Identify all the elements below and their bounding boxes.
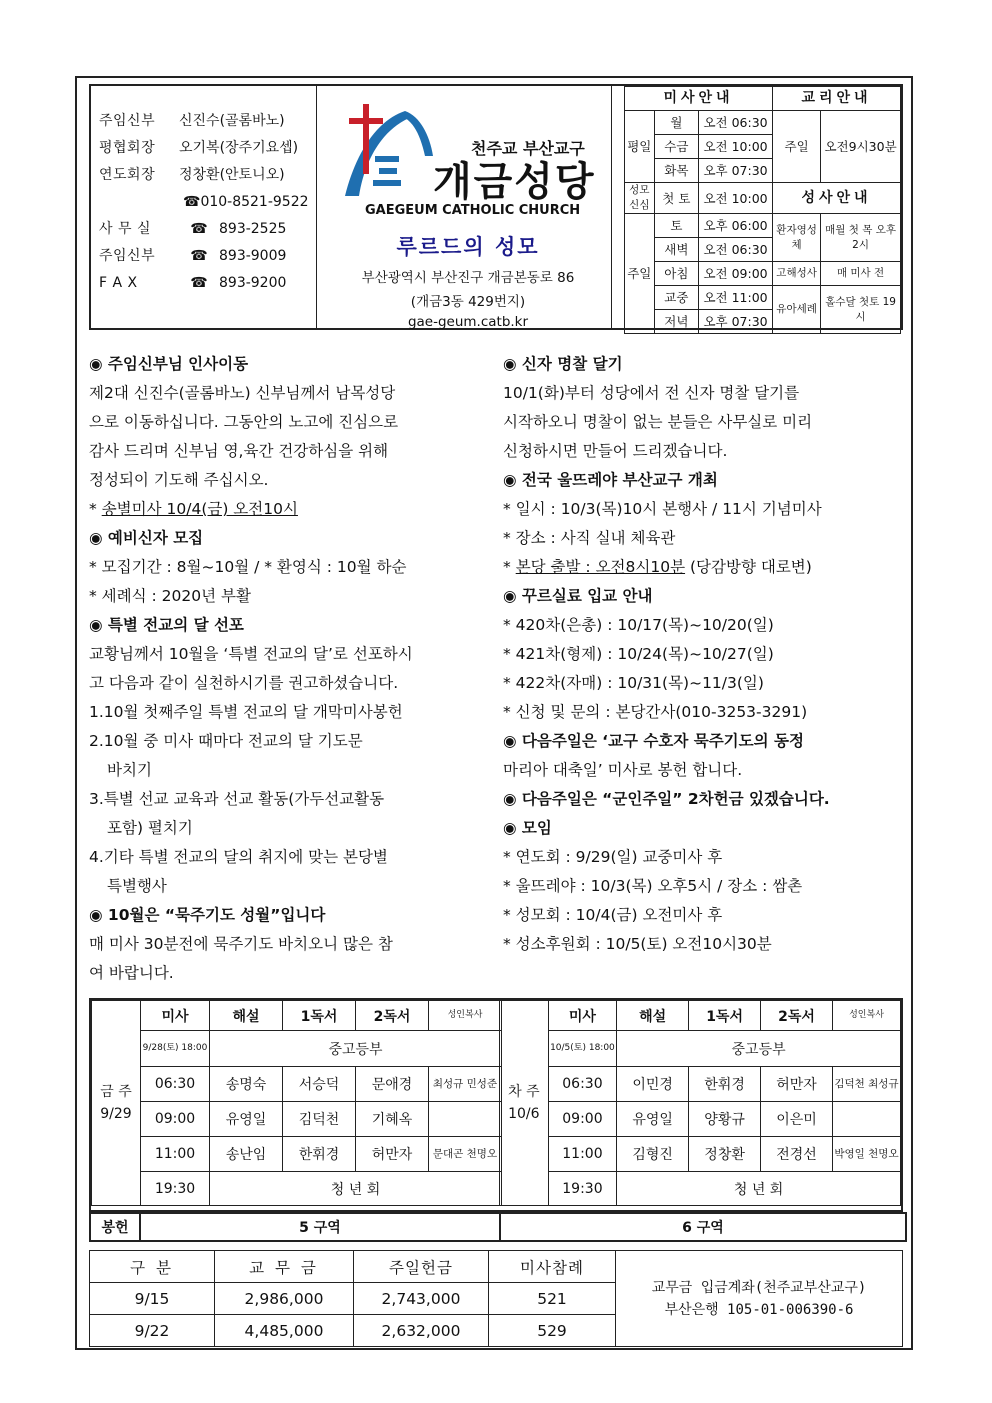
- mobile-number: ☎010-8521-9522: [183, 194, 309, 210]
- notice-text: (당감방향 대로변): [685, 558, 812, 576]
- reader1: 김덕천: [283, 1102, 356, 1137]
- finance-header: 교 무 금: [215, 1251, 354, 1283]
- notice-text: 10/1(화)부터 성당에서 전 신자 명찰 달기를: [503, 384, 800, 402]
- bullet: *: [89, 500, 102, 518]
- notice-title: ◉ 다음주일은 ‘교구 수호자 묵주기도의 동정: [503, 732, 804, 750]
- weekday-time: 오전 06:30: [699, 111, 773, 135]
- mass-time: 06:30: [548, 1067, 617, 1102]
- pastor-label: 주임신부: [99, 113, 156, 129]
- notice-text: * 장소 : 사직 실내 체육관: [503, 529, 676, 547]
- commentator: 이민경: [617, 1067, 689, 1102]
- sacrament-label: 유아세례: [773, 286, 821, 334]
- next-week-label: [500, 1001, 549, 1206]
- notice-text: * 신청 및 문의 : 본당간사(010-3253-3291): [503, 703, 808, 721]
- elders-label: 연도회장: [99, 167, 156, 183]
- notice-title: ◉ 주임신부님 인사이동: [89, 355, 249, 373]
- eve-mass-time: 19:30: [141, 1172, 210, 1206]
- doctrine-title: 교리안내: [773, 87, 901, 111]
- finance-table: [89, 1250, 903, 1347]
- mass-time: 09:00: [141, 1102, 210, 1137]
- sat-mass-time: 10/5(토) 18:00: [548, 1031, 617, 1067]
- col-header-commentary: 해설: [617, 1001, 689, 1031]
- council-name: 오기복(장주기요셉): [179, 140, 299, 156]
- doctrine-day: 주일: [773, 111, 821, 183]
- col-header-mass: 미사: [141, 1001, 210, 1031]
- next-week-schedule: [499, 1000, 901, 1206]
- finance-offering: 2,632,000: [354, 1315, 489, 1347]
- contact-info: [99, 108, 309, 297]
- notice-title: ◉ 전국 울뜨레야 부산교구 개최: [503, 471, 718, 489]
- notice-text: * 일시 : 10/3(목)10시 본행사 / 11시 기념미사: [503, 500, 822, 518]
- reader2: 전경선: [761, 1137, 833, 1172]
- reader1: 양황규: [689, 1102, 761, 1137]
- notice-text: * 422차(자매) : 10/31(목)~11/3(일): [503, 674, 764, 692]
- this-week-label-text: 금 주 9/29: [100, 1084, 132, 1122]
- notice-text: * 성모회 : 10/4(금) 오전미사 후: [503, 906, 723, 924]
- sat-mass-group: 중고등부: [617, 1031, 901, 1067]
- notice-text: 감사 드리며 신부님 영,육간 건강하심을 위해: [89, 442, 389, 460]
- account-line1: 교무금 입금계좌(천주교부산교구): [651, 1279, 867, 1296]
- notice-text: * 성소후원회 : 10/5(토) 오전10시30분: [503, 935, 772, 953]
- notice-text: * 모집기간 : 8월~10월 / * 환영식 : 10월 하순: [89, 558, 407, 576]
- altar-servers: [429, 1102, 502, 1137]
- sunday-mass-time: 오전 06:30: [699, 238, 773, 262]
- altar-servers: [833, 1102, 901, 1137]
- mass-time: 06:30: [141, 1067, 210, 1102]
- eve-mass-time: 19:30: [548, 1172, 617, 1206]
- notice-text: 매 미사 30분전에 묵주기도 바치오니 많은 참: [89, 935, 393, 953]
- church-logo-block: [321, 86, 615, 332]
- notices-left-column: [89, 350, 499, 988]
- offering-label: 봉헌: [90, 1213, 140, 1241]
- mass-schedule-table: [624, 86, 901, 334]
- sacrament-title: 성사안내: [773, 183, 901, 214]
- notice-title: ◉ 특별 전교의 달 선포: [89, 616, 244, 634]
- sacrament-time: 매 미사 전: [821, 262, 901, 286]
- sunday-mass-name: 교중: [654, 286, 698, 310]
- council-label: 평협회장: [99, 140, 156, 156]
- reader2: 허만자: [356, 1137, 429, 1172]
- notice-text: * 420차(은총) : 10/17(목)~10/20(일): [503, 616, 774, 634]
- col-header-reading1: 1독서: [283, 1001, 356, 1031]
- notice-text: 고 다음과 같이 실천하시기를 권고하셨습니다.: [89, 674, 399, 692]
- sunday-mass-time: 오후 07:30: [699, 310, 773, 334]
- notice-text: 3.특별 선교 교육과 선교 활동(가두선교활동: [89, 790, 385, 808]
- mass-time: 09:00: [548, 1102, 617, 1137]
- sacrament-label: 고해성사: [773, 262, 821, 286]
- sacrament-time: 매월 첫 목 오후 2시: [821, 214, 901, 262]
- notice-text: 정성되이 기도해 주십시오.: [89, 471, 269, 489]
- church-name: 개금성당: [433, 159, 596, 205]
- notice-item: [89, 495, 499, 524]
- finance-tithe: 2,986,000: [215, 1283, 354, 1315]
- bulletin-page: [75, 76, 913, 1350]
- reader2: 기혜옥: [356, 1102, 429, 1137]
- sunday-mass-name: 저녁: [654, 310, 698, 334]
- offering-next-week: 6 구역: [500, 1213, 906, 1241]
- eve-mass-group: 청 년 회: [210, 1172, 502, 1206]
- sunday-mass-time: 오후 06:00: [699, 214, 773, 238]
- notice-title: ◉ 꾸르실료 입교 안내: [503, 587, 653, 605]
- next-week-label-text: 차 주 10/6: [508, 1084, 540, 1122]
- altar-servers: 박영일 천명오: [833, 1137, 901, 1172]
- notice-text: 교황님께서 10월을 ‘특별 전교의 달’로 선포하시: [89, 645, 413, 663]
- finance-header: 구 분: [90, 1251, 215, 1283]
- sunday-mass-name: 새벽: [654, 238, 698, 262]
- sat-mass-time: 9/28(토) 18:00: [141, 1031, 210, 1067]
- pastor-name: 신진수(골롬바노): [179, 113, 285, 129]
- finance-attendance: 529: [489, 1315, 616, 1347]
- weekday-day: 수금: [654, 135, 698, 159]
- reader1: 정창환: [689, 1137, 761, 1172]
- sunday-label: 주일: [625, 214, 655, 334]
- doctrine-time: 오전9시30분: [821, 111, 901, 183]
- notice-text: 포함) 펼치기: [107, 819, 193, 837]
- account-info: [616, 1251, 903, 1347]
- notice-text: 4.기타 특별 전교의 달의 취지에 맞는 본당별: [89, 848, 388, 866]
- mass-title: 미사안내: [625, 87, 773, 111]
- sat-mass-group: 중고등부: [210, 1031, 502, 1067]
- notice-text: 제2대 신진수(골롬바노) 신부님께서 남목성당: [89, 384, 396, 402]
- finance-offering: 2,743,000: [354, 1283, 489, 1315]
- reader1: 한휘경: [283, 1137, 356, 1172]
- reader2: 이은미: [761, 1102, 833, 1137]
- notice-text: 2.10월 중 미사 때마다 전교의 달 기도문: [89, 732, 363, 750]
- notice-item: [503, 553, 923, 582]
- finance-header: 미사참례: [489, 1251, 616, 1283]
- col-header-commentary: 해설: [210, 1001, 283, 1031]
- finance-week: 9/22: [90, 1315, 215, 1347]
- notice-text: * 연도회 : 9/29(일) 교중미사 후: [503, 848, 723, 866]
- notice-text: 여 바랍니다.: [89, 964, 174, 982]
- notice-text: 시작하오니 명찰이 없는 분들은 사무실로 미리: [503, 413, 813, 431]
- weekday-time: 오전 10:00: [699, 135, 773, 159]
- notices-right-column: [503, 350, 923, 959]
- notice-text: * 울뜨레야 : 10/3(목) 오후5시 / 장소 : 쌈촌: [503, 877, 803, 895]
- reader1: 한휘경: [689, 1067, 761, 1102]
- office-label: 사 무 실: [99, 221, 151, 237]
- address-line1: 부산광역시 부산진구 개금본동로 86: [361, 270, 575, 286]
- notice-text: 마리아 대축일’ 미사로 봉헌 합니다.: [503, 761, 743, 779]
- notice-text: * 421차(형제) : 10/24(목)~10/27(일): [503, 645, 774, 663]
- mass-time: 11:00: [141, 1137, 210, 1172]
- mass-time: 11:00: [548, 1137, 617, 1172]
- weekday-day: 월: [654, 111, 698, 135]
- elders-name: 정창환(안토니오): [179, 167, 285, 183]
- fax-label: F A X: [99, 275, 138, 291]
- finance-header: 주일헌금: [354, 1251, 489, 1283]
- notice-text: 특별행사: [107, 877, 167, 895]
- finance-tithe: 4,485,000: [215, 1315, 354, 1347]
- rectory-number: 893-9009: [219, 248, 287, 264]
- commentator: 김형진: [617, 1137, 689, 1172]
- sunday-mass-time: 오전 09:00: [699, 262, 773, 286]
- phone-icon: ☎: [190, 275, 208, 291]
- sacrament-label: 환자영성체: [773, 214, 821, 262]
- weekday-time: 오후 07:30: [699, 159, 773, 183]
- notice-title: ◉ 다음주일은 “군인주일” 2차헌금 있겠습니다.: [503, 790, 830, 808]
- altar-servers: 문대곤 천명오: [429, 1137, 502, 1172]
- ministry-schedule: [89, 998, 903, 1212]
- underlined-text: 본당 출발 : 오전8시10분: [515, 558, 686, 576]
- phone-icon: ☎: [190, 248, 208, 264]
- account-line2: 부산은행 105-01-006390-6: [664, 1301, 854, 1318]
- commentator: 유영일: [617, 1102, 689, 1137]
- first-sat-label: 성모신심: [625, 183, 655, 214]
- sunday-mass-name: 토: [654, 214, 698, 238]
- diocese-name: 천주교 부산교구: [471, 139, 585, 158]
- bullet: *: [503, 558, 516, 576]
- notice-text: * 세례식 : 2020년 부활: [89, 587, 251, 605]
- col-header-reading1: 1독서: [689, 1001, 761, 1031]
- col-header-reading2: 2독서: [356, 1001, 429, 1031]
- website: gae-geum.catb.kr: [407, 314, 529, 330]
- weekday-label: 평일: [625, 111, 655, 183]
- this-week-schedule: [91, 1000, 502, 1206]
- notice-text: 바치기: [107, 761, 152, 779]
- notice-text: 신청하시면 만들어 드리겠습니다.: [503, 442, 728, 460]
- offering-row: [89, 1212, 907, 1242]
- notice-text: 1.10월 첫째주일 특별 전교의 달 개막미사봉헌: [89, 703, 403, 721]
- bulletin-header: [89, 84, 903, 330]
- col-header-mass: 미사: [548, 1001, 617, 1031]
- church-english-name: GAEGEUM CATHOLIC CHURCH: [365, 203, 581, 218]
- office-number: 893-2525: [219, 221, 287, 237]
- notice-title: ◉ 예비신자 모집: [89, 529, 204, 547]
- rectory-label: 주임신부: [99, 248, 156, 264]
- offering-this-week: 5 구역: [140, 1213, 500, 1241]
- reader2: 문애경: [356, 1067, 429, 1102]
- underlined-text: 송별미사 10/4(금) 오전10시: [101, 500, 298, 518]
- altar-servers: 최성규 민성준: [429, 1067, 502, 1102]
- address-line2: (개금3동 429번지): [410, 294, 526, 310]
- reader1: 서승덕: [283, 1067, 356, 1102]
- finance-attendance: 521: [489, 1283, 616, 1315]
- notice-title: ◉ 신자 명찰 달기: [503, 355, 623, 373]
- first-sat-day: 첫 토: [654, 183, 698, 214]
- reader2: 허만자: [761, 1067, 833, 1102]
- notice-text: 으로 이동하십니다. 그동안의 노고에 진심으로: [89, 413, 399, 431]
- commentator: 유영일: [210, 1102, 283, 1137]
- this-week-label: [92, 1001, 141, 1206]
- first-sat-time: 오전 10:00: [699, 183, 773, 214]
- commentator: 송난임: [210, 1137, 283, 1172]
- commentator: 송명숙: [210, 1067, 283, 1102]
- altar-servers: 김덕천 최성규: [833, 1067, 901, 1102]
- eve-mass-group: 청 년 회: [617, 1172, 901, 1206]
- finance-week: 9/15: [90, 1283, 215, 1315]
- sacrament-time: 홀수달 첫토 19시: [821, 286, 901, 334]
- col-header-altar: 성인복사: [429, 1001, 502, 1031]
- col-header-reading2: 2독서: [761, 1001, 833, 1031]
- sunday-mass-time: 오전 11:00: [699, 286, 773, 310]
- phone-icon: ☎: [190, 221, 208, 237]
- notice-title: ◉ 10월은 “묵주기도 성월”입니다: [89, 906, 326, 924]
- fax-number: 893-9200: [219, 275, 287, 291]
- weekday-day: 화목: [654, 159, 698, 183]
- patron-name: 루르드의 성모: [396, 234, 540, 259]
- col-header-altar: 성인복사: [833, 1001, 901, 1031]
- sunday-mass-name: 아침: [654, 262, 698, 286]
- notice-title: ◉ 모임: [503, 819, 552, 837]
